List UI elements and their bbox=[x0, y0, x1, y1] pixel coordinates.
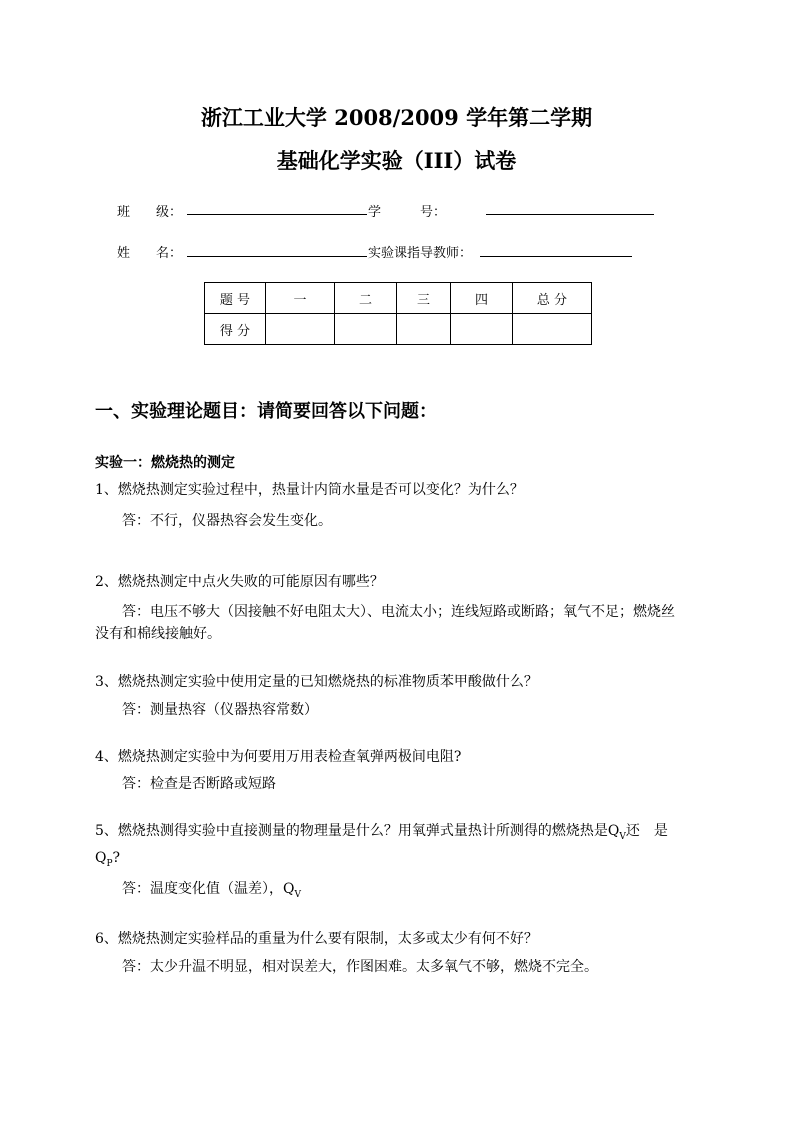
question-2: 2、燃烧热测定中点火失败的可能原因有哪些？ bbox=[95, 574, 384, 590]
student-id-label: 学 号： bbox=[368, 205, 447, 220]
answer-2-continued: 没有和棉线接触好。 bbox=[95, 626, 221, 642]
score-cell[interactable] bbox=[266, 314, 335, 345]
score-table-score-row bbox=[205, 314, 592, 345]
score-header-cell: 总 分 bbox=[513, 283, 592, 314]
name-label: 姓 名： bbox=[117, 246, 183, 261]
exam-title-line1: 浙江工业大学 2008/2009 学年第二学期 bbox=[200, 105, 593, 130]
question-5-text-end: 还 是 bbox=[625, 823, 668, 839]
answer-5-text: 答：温度变化值（温差），Q bbox=[122, 881, 295, 897]
class-blank[interactable] bbox=[187, 214, 367, 215]
answer-5-subscript: V bbox=[294, 889, 301, 900]
score-cell[interactable] bbox=[513, 314, 592, 345]
score-cell[interactable] bbox=[397, 314, 451, 345]
question-5-line2 bbox=[95, 850, 120, 869]
answer-5 bbox=[122, 878, 301, 900]
class-label: 班 级： bbox=[117, 205, 183, 220]
answer-2: 答：电压不够大（因接触不好电阻太大）、电流太小；连线短路或断路；氧气不足；燃烧丝 bbox=[122, 604, 675, 620]
answer-6: 答：太少升温不明显，相对误差大，作图困难。太多氧气不够，燃烧不完全。 bbox=[122, 959, 598, 975]
score-header-cell: 题 号 bbox=[205, 283, 266, 314]
name-blank[interactable] bbox=[187, 256, 367, 257]
section-title: 一、实验理论题目：请简要回答以下问题： bbox=[95, 401, 437, 422]
score-header-cell: 一 bbox=[266, 283, 335, 314]
score-header-cell: 二 bbox=[335, 283, 397, 314]
answer-4: 答：检查是否断路或短路 bbox=[122, 776, 276, 792]
score-header-cell: 三 bbox=[397, 283, 451, 314]
question-mark: ? bbox=[112, 850, 121, 866]
question-3: 3、燃烧热测定实验中使用定量的已知燃烧热的标准物质苯甲酸做什么？ bbox=[95, 674, 538, 690]
answer-1: 答：不行，仪器热容会发生变化。 bbox=[122, 513, 332, 529]
q-p-subscript: P bbox=[106, 858, 113, 869]
question-5-text: 5、燃烧热测得实验中直接测量的物理量是什么？用氧弹式量热计所测得的燃烧热是Q bbox=[95, 823, 620, 839]
experiment-title: 实验一：燃烧热的测定 bbox=[95, 455, 235, 471]
score-header-cell: 四 bbox=[451, 283, 513, 314]
question-4: 4、燃烧热测定实验中为何要用万用表检查氧弹两极间电阻? bbox=[95, 749, 462, 765]
question-5 bbox=[95, 820, 668, 842]
score-row-label: 得 分 bbox=[205, 314, 266, 345]
score-table bbox=[204, 282, 592, 345]
score-table-header-row bbox=[205, 283, 592, 314]
score-cell[interactable] bbox=[335, 314, 397, 345]
exam-title-line2: 基础化学实验（III）试卷 bbox=[276, 148, 517, 173]
instructor-blank[interactable] bbox=[480, 256, 632, 257]
q-p-symbol: Q bbox=[95, 850, 107, 866]
answer-3: 答：测量热容（仪器热容常数） bbox=[122, 702, 318, 718]
q-v-subscript: V bbox=[619, 831, 626, 842]
instructor-label: 实验课指导教师： bbox=[368, 246, 473, 261]
student-id-blank[interactable] bbox=[486, 214, 654, 215]
score-cell[interactable] bbox=[451, 314, 513, 345]
question-1: 1、燃烧热测定实验过程中，热量计内筒水量是否可以变化？为什么？ bbox=[95, 482, 524, 498]
question-6: 6、燃烧热测定实验样品的重量为什么要有限制，太多或太少有何不好？ bbox=[95, 931, 538, 947]
